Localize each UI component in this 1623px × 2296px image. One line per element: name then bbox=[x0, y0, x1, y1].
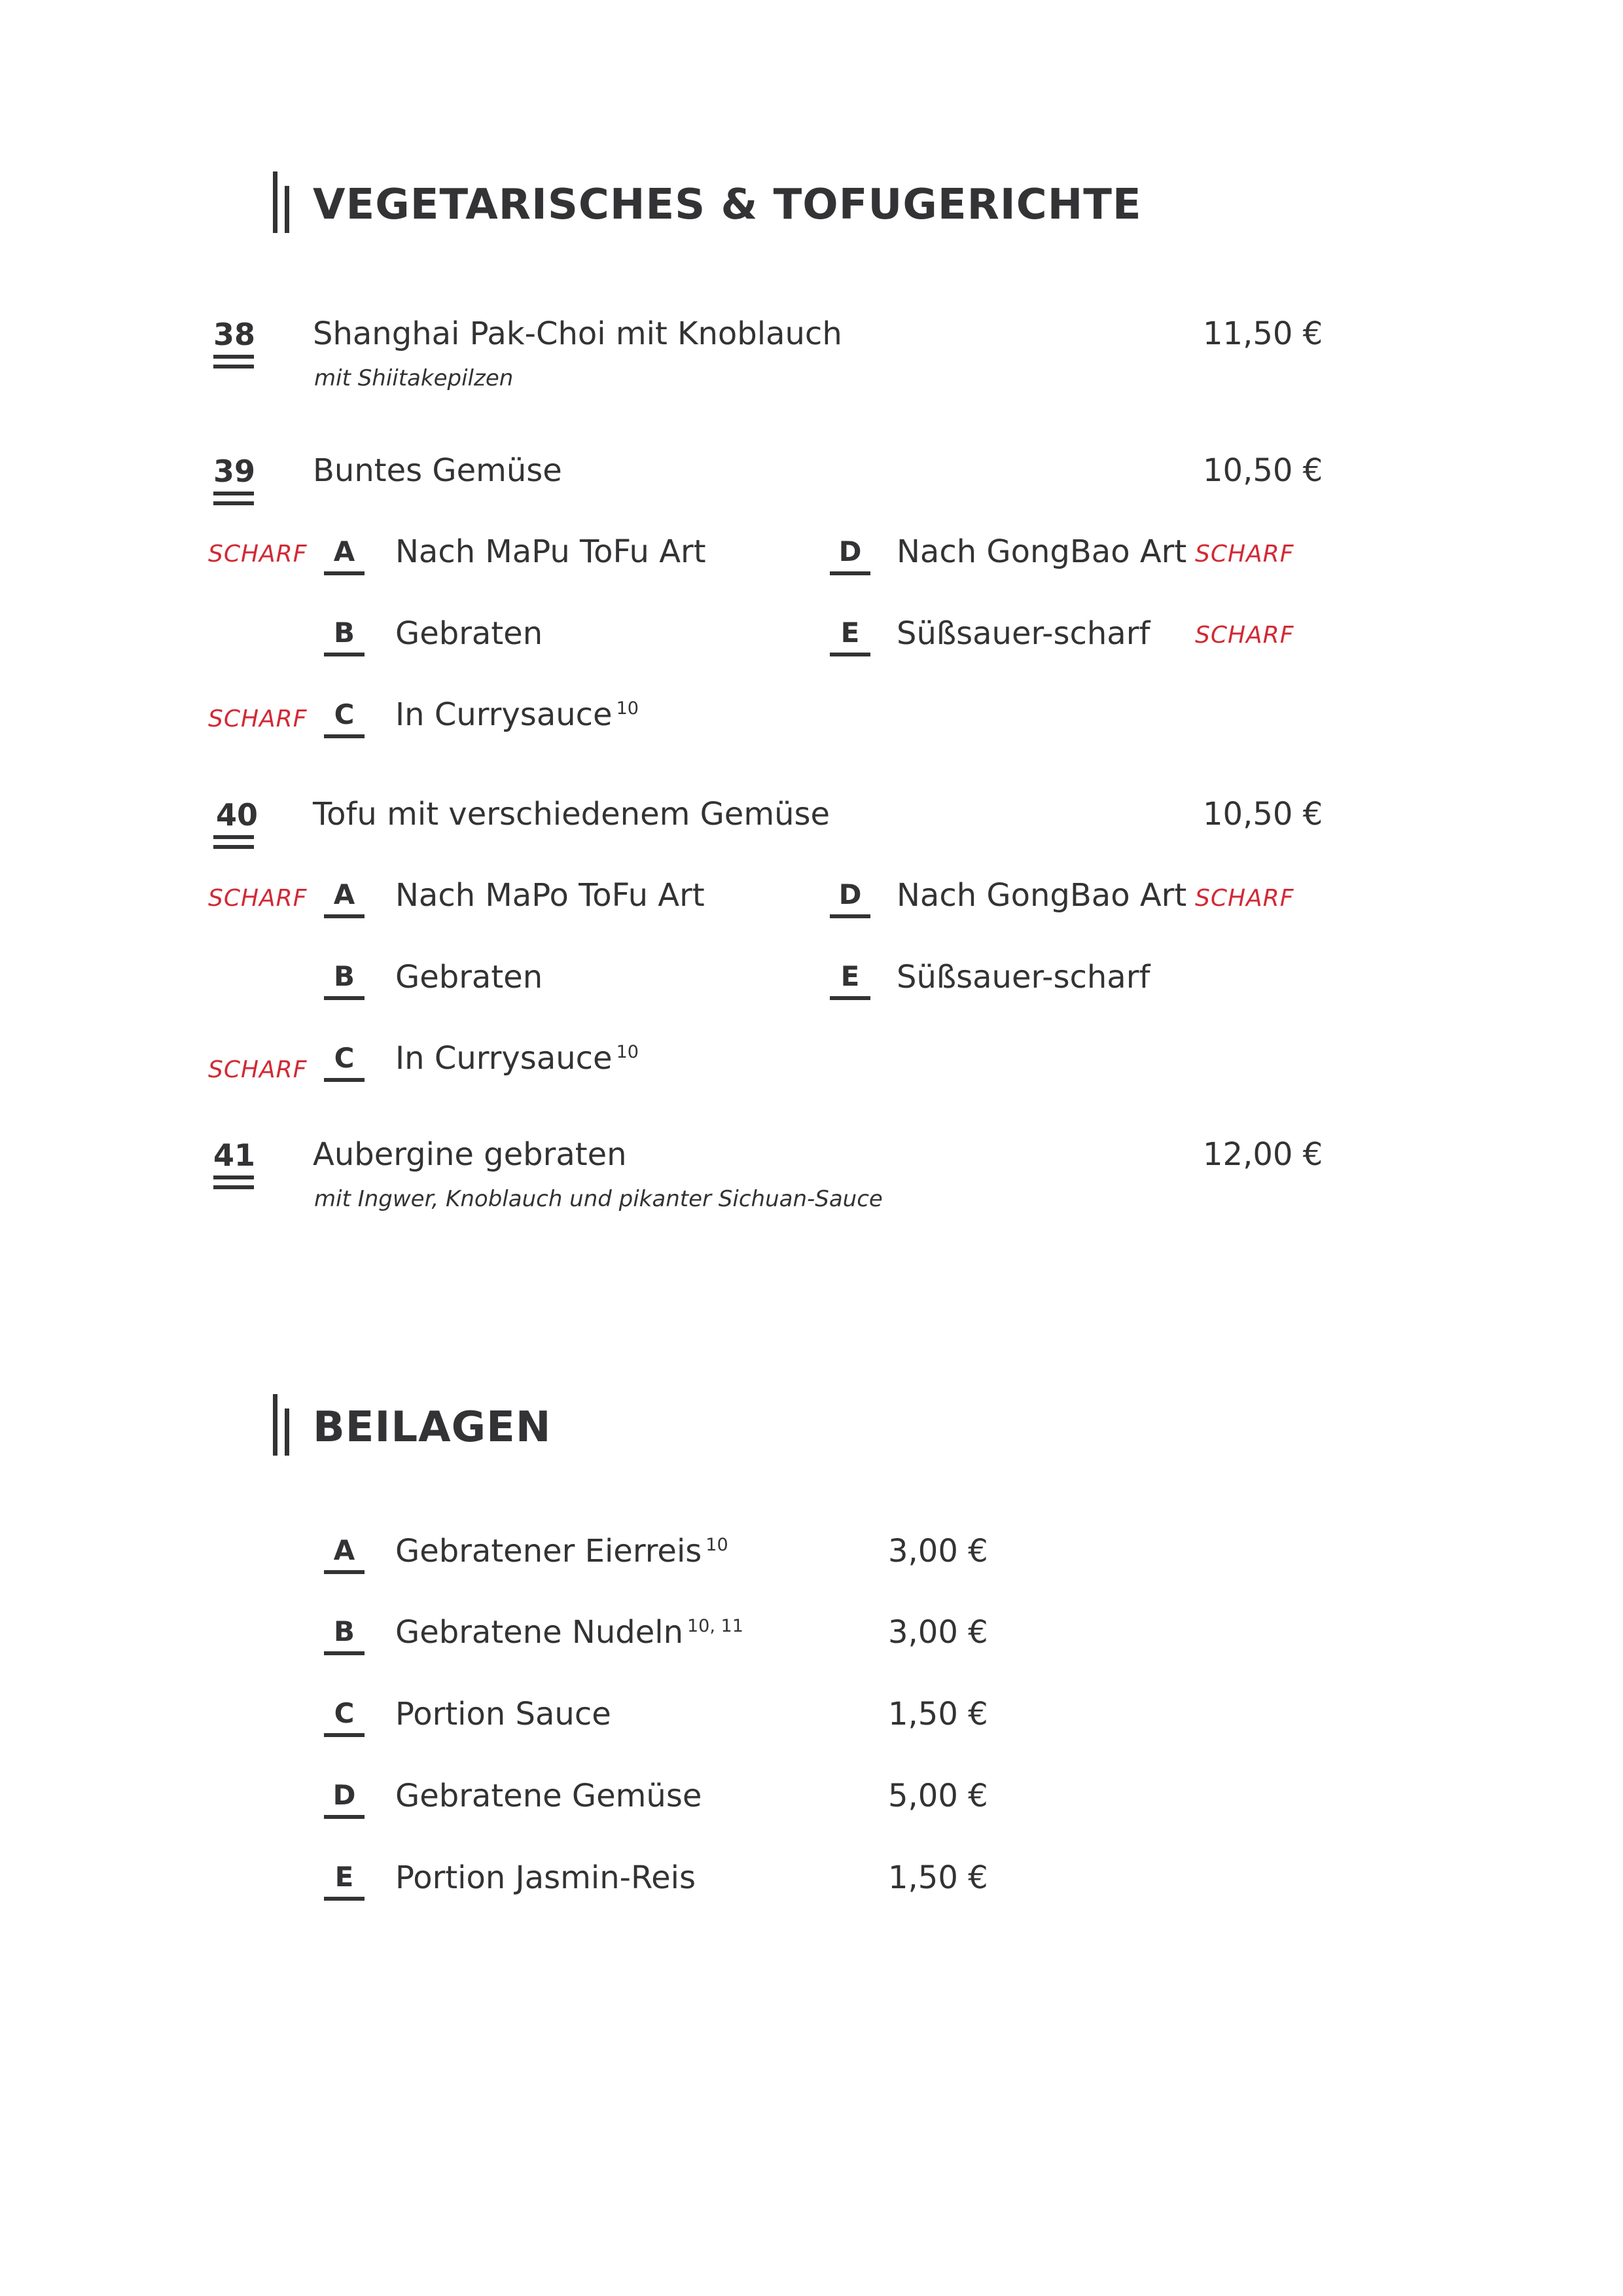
option-letter: C bbox=[334, 1042, 355, 1074]
option-letter: B bbox=[333, 1615, 355, 1647]
option-label: Gebraten bbox=[395, 959, 543, 996]
option-underline bbox=[324, 1815, 365, 1819]
option-letter: D bbox=[838, 535, 862, 567]
section-title: BEILAGEN bbox=[313, 1403, 552, 1452]
footnote: 10, 11 bbox=[687, 1616, 743, 1636]
option-label: Gebraten bbox=[395, 615, 543, 652]
option-letter: B bbox=[333, 960, 355, 992]
side-item-name: Portion Jasmin-Reis bbox=[395, 1859, 696, 1896]
double-underline bbox=[213, 835, 254, 850]
double-underline bbox=[213, 1175, 254, 1190]
section-marker-icon bbox=[273, 1394, 289, 1456]
section-title: VEGETARISCHES & TOFUGERICHTE bbox=[313, 181, 1142, 229]
spicy-tag: SCHARF bbox=[1195, 885, 1294, 912]
option-label: Süßsauer-scharf bbox=[897, 615, 1150, 652]
side-item-name: Gebratene Gemüse bbox=[395, 1778, 702, 1814]
option-underline bbox=[324, 1651, 365, 1655]
option-letter: A bbox=[333, 878, 355, 910]
option-underline bbox=[324, 914, 365, 918]
option-letter: B bbox=[333, 617, 355, 649]
spicy-tag: SCHARF bbox=[208, 541, 308, 567]
option-underline bbox=[830, 571, 870, 575]
side-item-price: 5,00 € bbox=[888, 1778, 988, 1814]
footnote: 10 bbox=[705, 1535, 728, 1555]
option-label: Nach MaPo ToFu Art bbox=[395, 877, 705, 914]
option-underline bbox=[324, 734, 365, 738]
item-price: 12,00 € bbox=[1203, 1136, 1323, 1173]
item-name: Shanghai Pak-Choi mit Knoblauch bbox=[313, 315, 842, 352]
option-underline bbox=[324, 996, 365, 1000]
item-name: Aubergine gebraten bbox=[313, 1136, 627, 1173]
option-label: Nach MaPu ToFu Art bbox=[395, 533, 706, 570]
item-description: mit Shiitakepilzen bbox=[314, 365, 514, 391]
side-item-name: Gebratene Nudeln $^{10, 11}$ bbox=[395, 1614, 743, 1651]
item-number: 38 bbox=[213, 317, 256, 352]
option-underline bbox=[324, 1570, 365, 1574]
option-label: Nach GongBao Art bbox=[897, 877, 1187, 914]
option-label: Süßsauer-scharf bbox=[897, 959, 1150, 996]
option-underline bbox=[830, 996, 870, 1000]
footnote: 10 bbox=[616, 698, 639, 719]
section-marker-icon bbox=[273, 171, 289, 233]
spicy-tag: SCHARF bbox=[208, 706, 308, 732]
option-letter: E bbox=[840, 617, 860, 649]
option-underline bbox=[324, 653, 365, 656]
side-item-name: Portion Sauce bbox=[395, 1696, 611, 1732]
item-number: 39 bbox=[213, 454, 256, 489]
spicy-tag: SCHARF bbox=[208, 885, 308, 912]
item-description: mit Ingwer, Knoblauch und pikanter Sichuan-Sauce bbox=[314, 1186, 883, 1212]
item-price: 10,50 € bbox=[1203, 796, 1323, 833]
item-name: Buntes Gemüse bbox=[313, 452, 562, 489]
option-letter: A bbox=[333, 535, 355, 567]
side-item-name: Gebratener Eierreis $^{10}$ bbox=[395, 1533, 728, 1570]
side-item-price: 3,00 € bbox=[888, 1614, 988, 1651]
option-underline bbox=[324, 1078, 365, 1082]
option-letter: D bbox=[332, 1779, 356, 1811]
option-letter: A bbox=[333, 1534, 355, 1566]
option-underline bbox=[830, 914, 870, 918]
spicy-tag: SCHARF bbox=[1195, 622, 1294, 649]
option-letter: D bbox=[838, 878, 862, 910]
option-letter: E bbox=[334, 1861, 354, 1893]
option-underline bbox=[324, 571, 365, 575]
side-item-price: 3,00 € bbox=[888, 1533, 988, 1570]
option-letter: C bbox=[334, 698, 355, 730]
double-underline bbox=[213, 355, 254, 369]
side-item-price: 1,50 € bbox=[888, 1696, 988, 1732]
item-price: 11,50 € bbox=[1203, 315, 1323, 352]
item-name: Tofu mit verschiedenem Gemüse bbox=[313, 796, 830, 833]
option-underline bbox=[324, 1733, 365, 1737]
side-item-price: 1,50 € bbox=[888, 1859, 988, 1896]
spicy-tag: SCHARF bbox=[1195, 541, 1294, 567]
item-number: 41 bbox=[213, 1138, 256, 1173]
option-label: Nach GongBao Art bbox=[897, 533, 1187, 570]
option-letter: C bbox=[334, 1697, 355, 1729]
option-label: In Currysauce $^{10}$ bbox=[395, 696, 639, 733]
spicy-tag: SCHARF bbox=[208, 1056, 308, 1083]
item-number: 40 bbox=[216, 797, 259, 833]
option-underline bbox=[830, 653, 870, 656]
double-underline bbox=[213, 492, 254, 506]
option-letter: E bbox=[840, 960, 860, 992]
option-label: In Currysauce $^{10}$ bbox=[395, 1040, 639, 1077]
footnote: 10 bbox=[616, 1042, 639, 1062]
item-price: 10,50 € bbox=[1203, 452, 1323, 489]
option-underline bbox=[324, 1897, 365, 1901]
